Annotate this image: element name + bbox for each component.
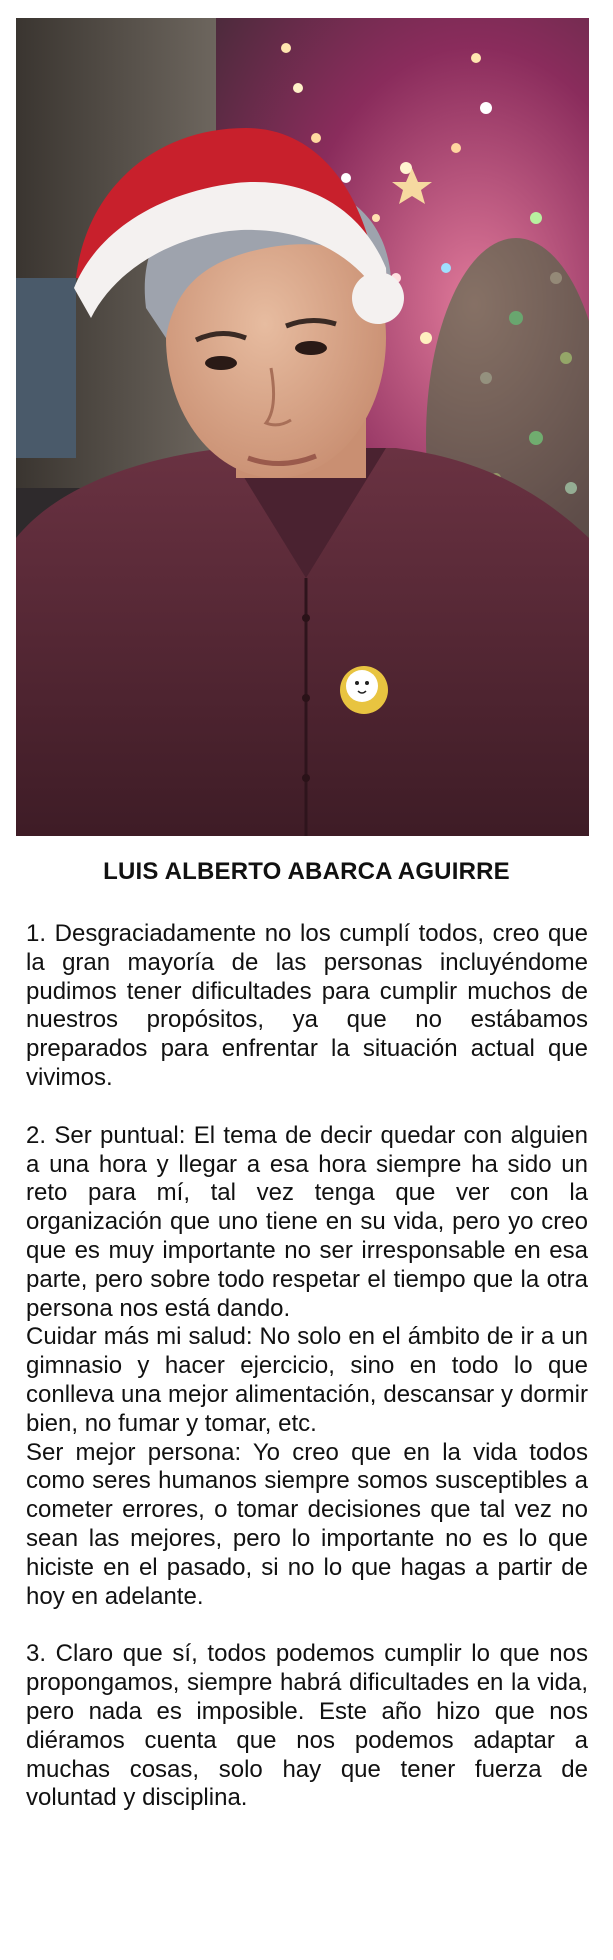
answer-3: 3. Claro que sí, todos podemos cumplir lo que nos propongamos, siempre habrá dificultades en la vida, pero nada es imposible. Este año hizo que nos diéramos cuenta que nos podemos adaptar a muchas cosas, solo hay que tener fuerza de voluntad y disciplina.: [26, 1640, 588, 1812]
person-name: LUIS ALBERTO ABARCA AGUIRRE: [103, 858, 510, 885]
badge-pin: [340, 666, 388, 714]
answer-2-better-person: Ser mejor persona: Yo creo que en la vida todos como seres humanos siempre somos susceptibles a cometer errores, o tomar decisiones que tal vez no sean las mejores, pero lo importante no es lo que hiciste en el pasado, si no lo que hagas a partir de hoy en adelante.: [26, 1438, 588, 1610]
paragraph-gap: [26, 1093, 588, 1122]
answers-text: [26, 920, 588, 1813]
answer-1: 1. Desgraciadamente no los cumplí todos, creo que la gran mayoría de las personas incluyéndome pudimos tener dificultades para cumplir muchos de nuestros propósitos, ya que no estábamos preparados para enfrentar la situación actual que vivimos.: [26, 920, 588, 1091]
answer-2-punctuality: 2. Ser puntual: El tema de decir quedar con alguien a una hora y llegar a esa hora siempre ha sido un reto para mí, tal vez tenga que ver con la organización que uno tiene en su vida, pero yo creo que es muy importante no ser irresponsable en esa parte, pero sobre todo respetar el tiempo que la otra persona nos está dando.: [26, 1121, 588, 1322]
answer-2-health: Cuidar más mi salud: No solo en el ámbito de ir a un gimnasio y hacer ejercicio, sino en todo lo que conlleva una mejor alimentación, descansar y dormir bien, no fumar y tomar, etc.: [26, 1323, 588, 1437]
paragraph-gap: [26, 1611, 588, 1640]
portrait-illustration: [16, 18, 589, 836]
portrait-photo: [16, 18, 589, 836]
